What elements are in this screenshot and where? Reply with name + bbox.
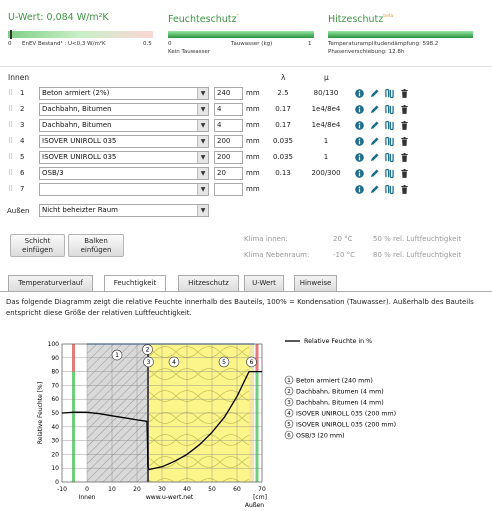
feuchte-right: 1	[308, 41, 312, 47]
material-select[interactable]	[39, 167, 209, 180]
outside-label: Außen	[7, 207, 30, 215]
klima-innen-temp: 20 °C	[333, 235, 353, 243]
chevron-down-icon: ▼	[197, 205, 208, 216]
layer-legend-number: 6	[287, 433, 291, 439]
uwert-marker	[10, 30, 12, 39]
edit-pencil-icon[interactable]	[370, 184, 379, 195]
material-value: ISOVER UNIROLL 035	[42, 153, 117, 161]
layer-legend-label: ISOVER UNIROLL 035 (200 mm)	[296, 421, 397, 429]
tab-feuchtigkeit[interactable]: Feuchtigkeit	[104, 275, 166, 292]
trash-icon[interactable]	[400, 104, 409, 115]
info-icon[interactable]	[355, 136, 364, 147]
thickness-unit: mm	[246, 89, 260, 97]
row-number: 6	[20, 169, 25, 177]
tab-u-wert[interactable]: U-Wert	[244, 275, 284, 291]
tab-line	[0, 291, 492, 292]
drag-handle-icon[interactable]: ⠿	[8, 169, 14, 177]
outside-select-value: Nicht beheizter Raum	[42, 206, 118, 214]
layer-legend-number: 3	[287, 400, 291, 406]
humidity-chart	[0, 330, 492, 511]
description: Das folgende Diagramm zeigt die relative Feuchte innerhalb des Bauteils, 100% = Kondensation (Tauwasser). Außerhalb des Bauteils entspricht diese Größe der relativen Luftfeuchtigkeit.	[6, 298, 474, 317]
trash-icon[interactable]	[400, 120, 409, 131]
drag-handle-icon[interactable]: ⠿	[8, 185, 14, 193]
feuchte-sub: Kein Tauwasser	[168, 49, 211, 55]
edit-pencil-icon[interactable]	[370, 136, 379, 147]
split-layer-icon[interactable]	[385, 168, 394, 179]
feuchte-left: 0	[168, 41, 172, 47]
layer-legend-number: 2	[287, 389, 291, 395]
info-icon[interactable]	[355, 120, 364, 131]
x-tick-label: 30	[158, 486, 166, 493]
edit-pencil-icon[interactable]	[370, 88, 379, 99]
hitze-line1: Temperaturamplitudendämpfung: 598.2	[328, 41, 439, 47]
layer-legend-number: 1	[287, 378, 291, 384]
x-tick-label: 50	[208, 486, 216, 493]
klima-innen-hum: 50 % rel. Luftfeuchtigkeit	[373, 235, 462, 243]
y-tick-label: 30	[51, 437, 59, 445]
material-select[interactable]	[39, 135, 209, 148]
info-icon[interactable]	[355, 152, 364, 163]
mu-value: 1e4/8e4	[311, 105, 341, 113]
thickness-input[interactable]: 240	[214, 87, 243, 100]
thickness-unit: mm	[246, 105, 260, 113]
x-tick-label: -10	[57, 486, 67, 493]
klima-neben-label: Klima Nebenraum:	[244, 251, 310, 259]
outside-select[interactable]	[39, 204, 209, 217]
drag-handle-icon[interactable]: ⠿	[8, 137, 14, 145]
edit-pencil-icon[interactable]	[370, 120, 379, 131]
mu-value: 1	[323, 153, 329, 161]
klima-innen-label: Klima innen:	[244, 235, 288, 243]
thickness-input[interactable]: 4	[214, 103, 243, 116]
inside-label: Innen	[8, 73, 30, 82]
info-icon[interactable]	[355, 184, 364, 195]
mu-value: 200/300	[311, 169, 341, 177]
thickness-input[interactable]: 200	[214, 135, 243, 148]
material-select[interactable]	[39, 151, 209, 164]
insert-beam-button[interactable]: Balken einfügen	[68, 234, 124, 257]
uwert-note: EnEV Bestand¹ : U<0,3 W/m²K	[22, 41, 106, 47]
material-select[interactable]	[39, 119, 209, 132]
thickness-unit: mm	[246, 153, 260, 161]
x-axis-label: [cm]	[253, 494, 267, 501]
feuchte-bar	[168, 31, 314, 38]
drag-handle-icon[interactable]: ⠿	[8, 153, 14, 161]
chevron-down-icon: ▼	[197, 168, 208, 179]
row-number: 4	[20, 137, 25, 145]
y-tick-label: 50	[51, 410, 59, 417]
chevron-down-icon: ▼	[197, 120, 208, 131]
y-tick-label: 20	[51, 451, 59, 459]
col-mu: µ	[324, 73, 329, 82]
uwert-right: 0.5	[143, 41, 152, 47]
layer-legend-number: 4	[287, 411, 291, 417]
x-tick-label: 20	[133, 486, 141, 493]
chevron-down-icon: ▼	[197, 88, 208, 99]
y-tick-label: 40	[51, 423, 59, 431]
layer-marker-label: 5	[222, 358, 226, 366]
thickness-unit: mm	[246, 169, 260, 177]
layer-marker-label: 1	[115, 352, 119, 360]
tab-temperaturverlauf[interactable]: Temperaturverlauf	[8, 275, 93, 291]
thickness-input[interactable]: 200	[214, 151, 243, 164]
material-value: ISOVER UNIROLL 035	[42, 137, 117, 145]
layer-legend-label: Dachbahn, Bitumen (4 mm)	[296, 388, 384, 396]
split-layer-icon[interactable]	[385, 120, 394, 131]
layer-marker-label: 4	[172, 358, 176, 366]
material-value: Beton armiert (2%)	[42, 89, 110, 97]
insert-layer-button[interactable]: Schicht einfügen	[10, 234, 65, 257]
trash-icon[interactable]	[400, 88, 409, 99]
layer-legend-label: OSB/3 (20 mm)	[296, 432, 345, 440]
feuchte-label: Feuchteschutz*	[168, 14, 239, 25]
feuchte-unit: Tauwasser (kg)	[231, 41, 273, 47]
y-tick-label: 0	[55, 479, 59, 486]
edit-pencil-icon[interactable]	[370, 152, 379, 163]
hitze-bar	[328, 31, 473, 38]
material-value: Dachbahn, Bitumen	[42, 121, 112, 129]
drag-handle-icon[interactable]: ⠿	[8, 121, 14, 129]
y-axis-label: Relative Feuchte [%]	[37, 381, 44, 445]
watermark: www.u-wert.net	[145, 494, 194, 501]
split-layer-icon[interactable]	[385, 152, 394, 163]
layer-legend-label: Dachbahn, Bitumen (4 mm)	[296, 399, 384, 407]
layer-marker-label: 6	[249, 358, 254, 366]
edit-pencil-icon[interactable]	[370, 104, 379, 115]
info-icon[interactable]	[355, 168, 364, 179]
mu-value: 1e4/8e4	[311, 121, 341, 129]
material-select[interactable]	[39, 87, 209, 100]
chevron-down-icon: ▼	[197, 136, 208, 147]
legend-label: Relative Feuchte in %	[304, 338, 373, 345]
thickness-unit: mm	[246, 121, 260, 129]
lambda-value: 0.13	[275, 169, 291, 177]
layer-legend-label: ISOVER UNIROLL 035 (200 mm)	[296, 410, 397, 418]
mu-value: 1	[323, 137, 329, 145]
thickness-unit: mm	[246, 185, 260, 193]
divider	[0, 66, 492, 67]
lambda-value: 0.17	[275, 105, 291, 113]
y-tick-label: 80	[51, 368, 59, 376]
thickness-input[interactable]	[214, 183, 243, 196]
hitze-line2: Phasenverschiebung: 12.8h	[328, 49, 405, 55]
lambda-value: 0.17	[275, 121, 291, 129]
info-icon[interactable]	[355, 88, 364, 99]
layer-legend-number: 5	[287, 422, 291, 428]
klima-neben-hum: 80 % rel. Luftfeuchtigkeit	[373, 251, 462, 259]
y-tick-label: 60	[51, 396, 59, 404]
drag-handle-icon[interactable]: ⠿	[8, 89, 14, 97]
col-lambda: λ	[281, 73, 286, 82]
hitze-label: Hitzeschutz$^{beta}$	[328, 14, 394, 25]
y-tick-label: 10	[51, 465, 59, 473]
trash-icon[interactable]	[400, 168, 409, 179]
thickness-input[interactable]: 20	[214, 167, 243, 180]
y-tick-label: 100	[47, 341, 59, 348]
thickness-input[interactable]: 4	[214, 119, 243, 132]
layer-marker-label: 3	[146, 358, 151, 366]
lambda-value: 0.035	[272, 153, 294, 161]
split-layer-icon[interactable]	[385, 104, 394, 115]
chevron-down-icon: ▼	[197, 184, 208, 195]
thickness-unit: mm	[246, 137, 260, 145]
y-tick-label: 90	[51, 354, 59, 362]
layer-legend-label: Beton armiert (240 mm)	[296, 377, 373, 385]
chevron-down-icon: ▼	[197, 104, 208, 115]
material-value: Dachbahn, Bitumen	[42, 105, 112, 113]
tab-hinweise[interactable]: Hinweise	[294, 275, 337, 291]
row-number: 7	[20, 185, 25, 193]
outside-axis-label: Außen	[244, 502, 265, 509]
lambda-value: 2.5	[277, 89, 289, 97]
row-number: 2	[20, 105, 25, 113]
tab-hitzeschutz[interactable]: Hitzeschutz	[178, 275, 239, 291]
uwert-left: 0	[8, 41, 12, 47]
x-tick-label: 10	[108, 486, 116, 493]
material-select[interactable]	[39, 103, 209, 116]
info-icon[interactable]	[355, 104, 364, 115]
mu-value: 80/130	[313, 89, 339, 97]
chevron-down-icon: ▼	[197, 152, 208, 163]
split-layer-icon[interactable]	[385, 184, 394, 195]
inside-axis-label: Innen	[78, 494, 96, 501]
y-tick-label: 70	[51, 382, 59, 390]
material-value: OSB/3	[42, 169, 64, 177]
trash-icon[interactable]	[400, 184, 409, 195]
uwert-label: U-Wert: 0,084 W/m²K	[8, 12, 109, 23]
drag-handle-icon[interactable]: ⠿	[8, 105, 14, 113]
x-tick-label: 0	[85, 486, 89, 493]
x-tick-label: 60	[233, 486, 241, 493]
uwert-bar	[8, 31, 153, 38]
klima-neben-temp: -10 °C	[333, 251, 356, 259]
row-number: 3	[20, 121, 25, 129]
x-tick-label: 40	[183, 486, 191, 493]
trash-icon[interactable]	[400, 152, 409, 163]
edit-pencil-icon[interactable]	[370, 168, 379, 179]
x-tick-label: 70	[258, 486, 266, 493]
material-select[interactable]	[39, 183, 209, 196]
split-layer-icon[interactable]	[385, 136, 394, 147]
row-number: 5	[20, 153, 25, 161]
split-layer-icon[interactable]	[385, 88, 394, 99]
layer-marker-label: 2	[145, 346, 150, 354]
trash-icon[interactable]	[400, 136, 409, 147]
row-number: 1	[20, 89, 25, 97]
lambda-value: 0.035	[272, 137, 294, 145]
